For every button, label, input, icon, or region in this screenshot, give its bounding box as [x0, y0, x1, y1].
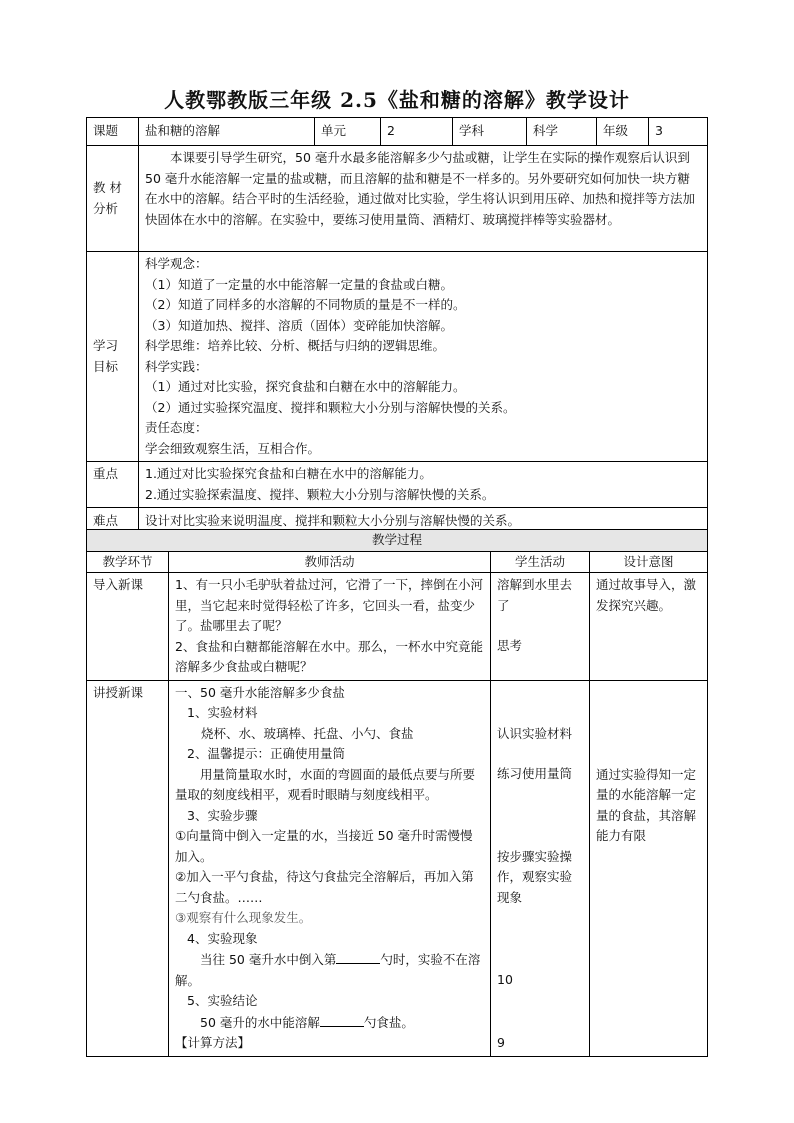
lesson-stage: 讲授新课: [87, 680, 169, 1056]
difficulty-text: 设计对比实验来说明温度、搅拌和颗粒大小分别与溶解快慢的关系。: [139, 508, 708, 535]
goal-line: （1）知道了一定量的水中能溶解一定量的食盐或白糖。: [145, 276, 453, 292]
goal-line: （2）知道了同样多的水溶解的不同物质的量是不一样的。: [145, 297, 466, 312]
goals-list: [139, 252, 708, 462]
lesson-row: [87, 680, 708, 1056]
intro-teacher: 1、有一只小毛驴驮着盐过河，它滑了一下，摔倒在小河里，当它起来时觉得轻松了许多，它回头一看，盐变少了。盐哪里去了呢？ 2、食盐和白糖都能溶解在水中。那么，一杯水中究竟能溶解多少食盐或白糖呢？: [169, 573, 491, 681]
key-points-row: [87, 462, 708, 508]
goal-line: 科学观念：: [145, 256, 208, 271]
subject-label: 学科: [453, 118, 527, 146]
goals-row: [87, 252, 708, 462]
intro-stage: 导入新课: [87, 573, 169, 681]
goal-line: 科学实践：: [145, 358, 208, 374]
goal-line: （2）通过实验探究温度、搅拌和颗粒大小分别与溶解快慢的关系。: [145, 399, 516, 415]
conclusion-fill-line: 50 毫升的水中能溶解 勺食盐。: [175, 1012, 484, 1034]
header-teacher: 教师活动: [169, 551, 491, 573]
header-intent: 设计意图: [590, 551, 708, 573]
lesson-intent: 通过实验得知一定量的水能溶解一定量的食盐，其溶解能力有限: [590, 680, 708, 1056]
course-label: 课题: [87, 118, 139, 146]
subject-value: 科学: [527, 118, 597, 146]
header-student: 学生活动: [491, 551, 590, 573]
unit-value: 2: [381, 118, 453, 146]
lesson-teacher: 一、50 毫升水能溶解多少食盐 1、实验材料 烧杯、水、玻璃棒、托盘、小勺、食盐 2、温馨提示：正确使用量筒 用量筒量取水时，水面的弯圆面的最低点要与所要量取的刻度线相平，观看时眼睛与刻度线相平。 3、实验步骤 ①向量筒中倒入一定量的水，当接近 50 毫升时需慢慢加入。 ②加入一平勺食盐，待这勺食盐完全溶解后，再加入第二勺食盐。…… ③观察有什么现象发生。 4、实验现象 当往 50 毫升水中倒入第 勺时，实验不在溶解。 5、实验结论 50 毫升的水中能溶解 勺食盐。 【计算方法】: [169, 680, 491, 1056]
process-header-row: [87, 551, 708, 573]
difficulty-label: 难点: [87, 508, 139, 535]
lesson-info-table: [86, 117, 708, 535]
intro-student: 溶解到水里去了 思考: [491, 573, 590, 681]
goals-label: 学习 目标: [87, 252, 139, 462]
header-stage: 教学环节: [87, 551, 169, 573]
key-points-list: 1.通过对比实验探究食盐和白糖在水中的溶解能力。 2.通过实验探索温度、搅拌、颗粒大小分别与溶解快慢的关系。: [139, 462, 708, 508]
lesson-student: 认识实验材料 练习使用量筒 按步骤实验操作，观察实验现象 10 9: [491, 680, 590, 1056]
course-row: [87, 118, 708, 146]
intro-row: [87, 573, 708, 681]
analysis-label: 教 材 分析: [87, 146, 139, 252]
goal-line: （3）知道加热、搅拌、溶质（固体）变碎能加快溶解。: [145, 317, 453, 333]
grade-label: 年级: [597, 118, 649, 146]
answer-blank: [320, 1012, 364, 1027]
course-value: 盐和糖的溶解: [139, 118, 315, 146]
analysis-row: [87, 146, 708, 252]
unit-label: 单元: [315, 118, 381, 146]
analysis-text: 本课要引导学生研究，50 毫升水最多能溶解多少勺盐或糖，让学生在实际的操作观察后认识到 50 毫升水能溶解一定量的盐或糖，而且溶解的盐和糖是不一样多的。另外要研究如何加快一块方糖在水中的溶解。结合平时的生活经验，通过做对比实验，学生将认识到用压碎、加热和搅拌等方法加快固体在水中的溶解。在实验中，要练习使用量筒、酒精灯、玻璃搅拌棒等实验器材。: [139, 146, 708, 252]
answer-blank: [336, 949, 380, 964]
goal-line: （1）通过对比实验，探究食盐和白糖在水中的溶解能力。: [145, 379, 466, 394]
goal-line: 责任态度：: [145, 420, 208, 435]
teaching-process-table: [86, 529, 708, 1057]
grade-value: 3: [649, 118, 708, 146]
document-title: 人教鄂教版三年级 2.5《盐和糖的溶解》教学设计: [164, 88, 630, 112]
goal-line: 科学思维：培养比较、分析、概括与归纳的逻辑思维。: [145, 338, 446, 353]
process-band: 教学过程: [87, 530, 708, 552]
intro-intent: 通过故事导入，激发探究兴趣。: [590, 573, 708, 681]
goal-line: 学会细致观察生活，互相合作。: [145, 440, 321, 456]
key-points-label: 重点: [87, 462, 139, 508]
phenomenon-fill-line: 当往 50 毫升水中倒入第 勺时，实验不在溶解。: [175, 949, 484, 991]
process-band-row: [87, 530, 708, 552]
